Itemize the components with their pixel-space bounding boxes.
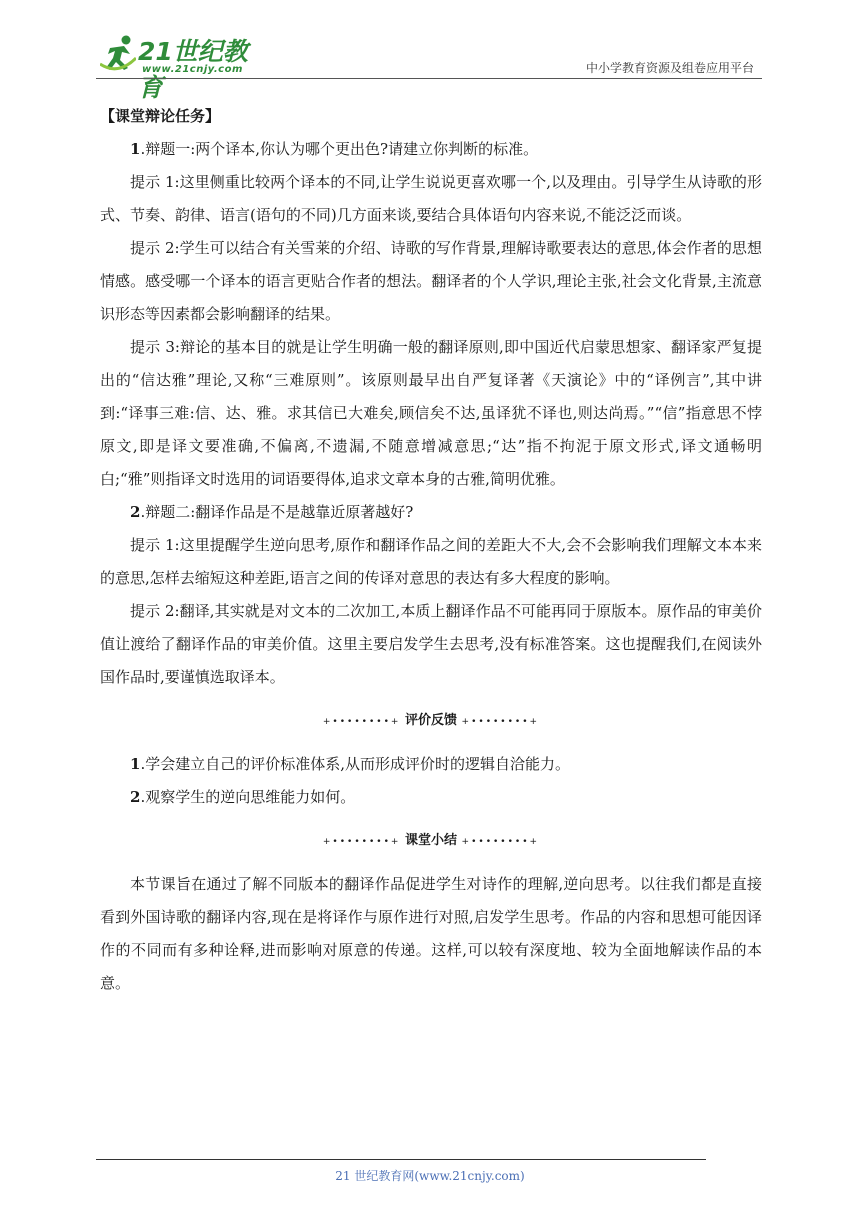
hint-paragraph: 提示 2:翻译,其实就是对文本的二次加工,本质上翻译作品不可能再同于原版本。原作品的审美价值让渡给了翻译作品的审美价值。这里主要启发学生去思考,没有标准答案。这也提醒我们,在阅读外国作品时,要谨慎选取译本。 [100,602,762,686]
topic-number: 2 [130,503,141,521]
page-header [96,28,762,102]
divider-label: 课堂小结 [404,833,457,848]
document-body [100,100,762,1000]
debate-topic-2 [100,496,762,529]
summary-divider [100,831,762,852]
item-number: 1 [130,755,141,773]
logo-wordmark: 21世纪教育 [138,37,248,102]
logo-url: www.21cnjy.com [142,64,243,75]
evaluation-item [100,748,762,781]
platform-tagline: 中小学教育资源及组卷应用平台 [585,61,754,75]
hint-paragraph: 提示 1:这里侧重比较两个译本的不同,让学生说说更喜欢哪一个,以及理由。引导学生从诗歌的形式、节奏、韵律、语言(语句的不同)几方面来谈,要结合具体语句内容来说,不能泛泛而谈。 [100,173,762,224]
divider-ornament: +••••••••+ [461,717,540,727]
divider-ornament: +••••••••+ [322,717,401,727]
divider-ornament: +••••••••+ [322,837,401,847]
evaluation-divider [100,711,762,732]
footer-link[interactable]: 21 世纪教育网(www.21cnjy.com) [335,1169,525,1183]
runner-icon [100,34,136,74]
summary-paragraph: 本节课旨在通过了解不同版本的翻译作品促进学生对诗作的理解,逆向思考。以往我们都是直接看到外国诗歌的翻译内容,现在是将译作与原作进行对照,启发学生思考。作品的内容和思想可能因译作的不同而有多种诠释,进而影响对原意的传递。这样,可以较有深度地、较为全面地解读作品的本意。 [100,875,762,992]
topic-text: .辩题一:两个译本,你认为哪个更出色?请建立你判断的标准。 [140,140,539,158]
hint-paragraph: 提示 3:辩论的基本目的就是让学生明确一般的翻译原则,即中国近代启蒙思想家、翻译家严复提出的“信达雅”理论,又称“三难原则”。该原则最早出自严复译著《天演论》中的“译例言”,其中讲到:“译事三难:信、达、雅。求其信已大难矣,顾信矣不达,虽译犹不译也,则达尚焉。”“信”指意思不悖原文,即是译文要准确,不偏离,不遗漏,不随意增减意思;“达”指不拘泥于原文形式,译文通畅明白;“雅”则指译文时选用的词语要得体,追求文章本身的古雅,简明优雅。 [100,338,762,488]
header-divider [96,78,762,79]
topic-text: .辩题二:翻译作品是不是越靠近原著越好? [140,503,414,521]
section-title: 【课堂辩论任务】 [100,107,221,125]
evaluation-item [100,781,762,814]
debate-topic-1 [100,133,762,166]
divider-label: 评价反馈 [404,713,457,728]
site-logo[interactable] [96,32,266,102]
hint-paragraph: 提示 1:这里提醒学生逆向思考,原作和翻译作品之间的差距大不大,会不会影响我们理解文本本来的意思,怎样去缩短这种差距,语言之间的传译对意思的表达有多大程度的影响。 [100,536,762,587]
hint-paragraph: 提示 2:学生可以结合有关雪莱的介绍、诗歌的写作背景,理解诗歌要表达的意思,体会作者的思想情感。感受哪一个译本的语言更贴合作者的想法。翻译者的个人学识,理论主张,社会文化背景,主流意识形态等因素都会影响翻译的结果。 [100,239,762,323]
footer-divider [96,1159,706,1160]
item-number: 2 [130,788,141,806]
item-text: .学会建立自己的评价标准体系,从而形成评价时的逻辑自洽能力。 [140,755,570,773]
topic-number: 1 [130,140,141,158]
item-text: .观察学生的逆向思维能力如何。 [140,788,356,806]
divider-ornament: +••••••••+ [461,837,540,847]
